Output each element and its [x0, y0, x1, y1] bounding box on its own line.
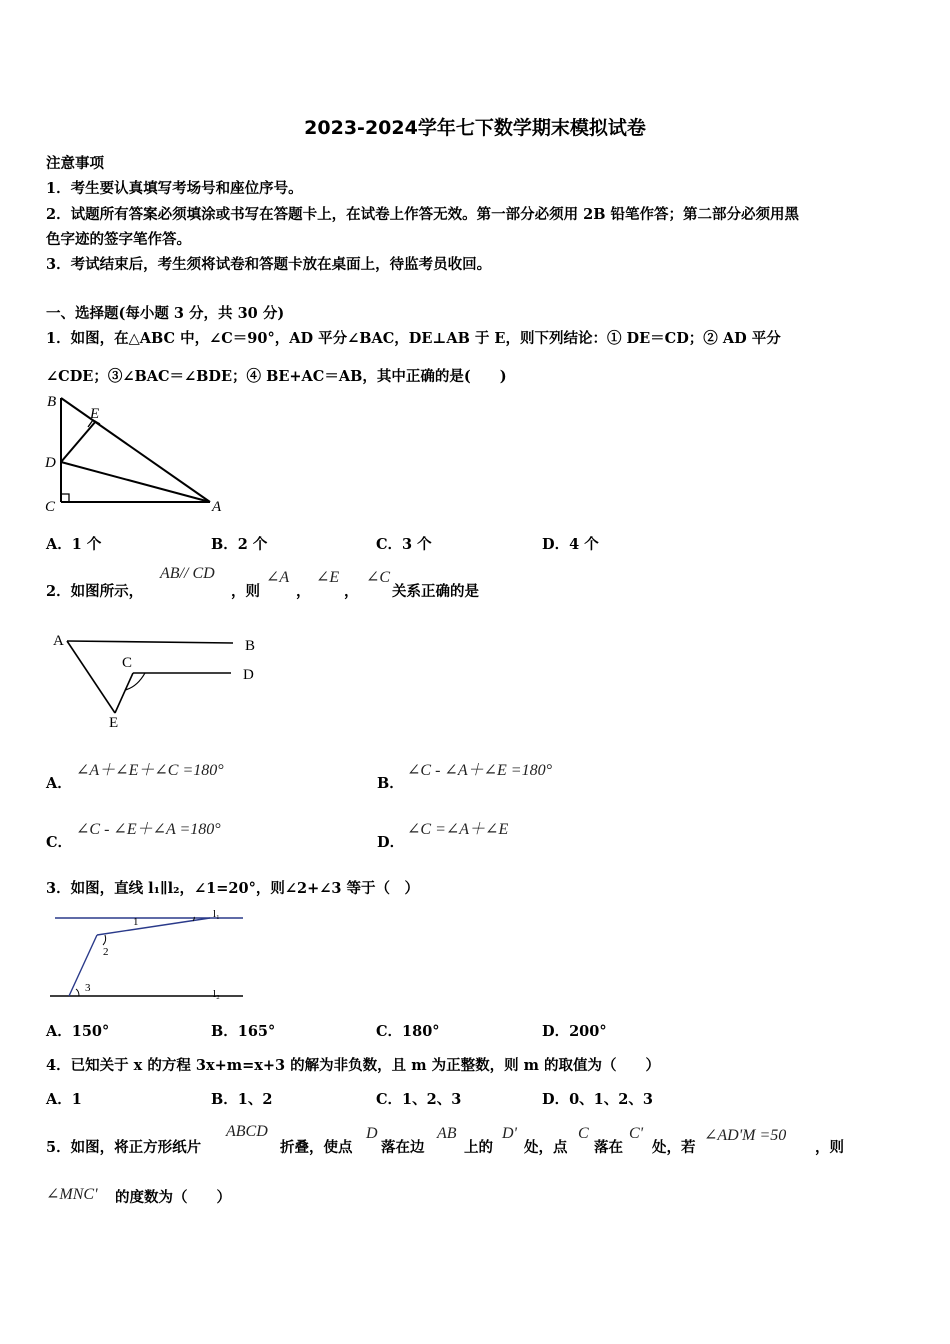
q2-stem-mid: ，则 — [231, 583, 260, 600]
q2-angle-e: ∠E — [316, 569, 340, 586]
q2-angle-c: ∠C — [366, 569, 391, 586]
q2-option-a-label[interactable]: A． — [46, 775, 72, 792]
q3-label-angle-2: 2 — [103, 946, 109, 958]
q1-label-e: E — [90, 406, 100, 422]
q5-math-c-prime: C' — [629, 1125, 644, 1142]
notice-line-2a: 2．试题所有答案必须填涂或书写在答题卡上，在试卷上作答无效。第一部分必须用 2B 铅笔作答；第二部分必须用黑 — [46, 206, 800, 223]
q5-math-angle-given: ∠AD'M =50 — [704, 1127, 787, 1144]
q2-sep-1: ， — [296, 583, 311, 600]
q2-option-c-label[interactable]: C． — [46, 834, 73, 851]
q5-text-7: 处，若 — [652, 1139, 696, 1156]
q3-label-l2: l₂ — [213, 988, 220, 1000]
q1-figure — [40, 388, 240, 518]
q3-figure — [45, 905, 245, 1005]
q5-text-8: ，则 — [815, 1139, 844, 1156]
q5-math-d: D — [366, 1125, 378, 1142]
q5-text-3: 落在边 — [381, 1139, 425, 1156]
q1-label-c: C — [45, 499, 56, 515]
q2-angle-a: ∠A — [266, 569, 290, 586]
q2-option-c[interactable]: ∠C - ∠E＋∠A =180° — [76, 821, 221, 838]
notice-line-3: 3．考试结束后，考生须将试卷和答题卡放在桌面上，待监考员收回。 — [46, 256, 492, 273]
q3-option-a[interactable]: A．150° — [46, 1023, 110, 1040]
q5-math-c: C — [578, 1125, 589, 1142]
q2-option-d-label[interactable]: D． — [377, 834, 405, 851]
q3-label-angle-1: 1 — [133, 916, 139, 928]
q4-option-a[interactable]: A．1 — [46, 1091, 82, 1108]
q5-text-9: 的度数为（ ） — [115, 1189, 231, 1206]
q1-label-d: D — [45, 455, 56, 471]
q2-label-e: E — [109, 715, 119, 731]
q2-option-a[interactable]: ∠A＋∠E＋∠C =180° — [76, 762, 224, 779]
q2-label-a: A — [53, 633, 64, 649]
q5-math-angle-asked: ∠MNC' — [46, 1186, 98, 1203]
notice-line-1: 1．考生要认真填写考场号和座位序号。 — [46, 180, 303, 197]
q2-condition: AB// CD — [160, 565, 215, 582]
q1-option-a[interactable]: A．1 个 — [46, 536, 102, 553]
q5-text-2: 折叠，使点 — [280, 1139, 353, 1156]
q4-option-c[interactable]: C．1、2、3 — [376, 1091, 462, 1108]
q4-option-d[interactable]: D．0、1、2、3 — [542, 1091, 653, 1108]
notice-heading: 注意事项 — [46, 155, 104, 172]
q2-option-b-label[interactable]: B． — [377, 775, 404, 792]
q5-text-4: 上的 — [464, 1139, 493, 1156]
q3-stem: 3．如图，直线 l₁∥l₂，∠1=20°，则∠2+∠3 等于（ ） — [46, 880, 420, 897]
q5-text-6: 落在 — [594, 1139, 623, 1156]
q1-label-a: A — [212, 499, 222, 515]
q1-stem-line2: ∠CDE；③∠BAC＝∠BDE；④ BE+AC＝AB，其中正确的是( ) — [46, 368, 507, 385]
q3-option-b[interactable]: B．165° — [211, 1023, 276, 1040]
q2-label-d: D — [243, 667, 254, 683]
q4-stem: 4．已知关于 x 的方程 3x+m=x+3 的解为非负数，且 m 为正整数，则 m 的取值为（ ） — [46, 1057, 661, 1074]
q3-label-l1: l₁ — [213, 908, 220, 920]
q4-option-b[interactable]: B．1、2 — [211, 1091, 273, 1108]
q5-math-d-prime: D' — [502, 1125, 517, 1142]
q2-label-b: B — [245, 638, 256, 654]
notice-line-2b: 色字迹的签字笔作答。 — [46, 231, 191, 248]
section-heading: 一、选择题(每小题 3 分，共 30 分) — [46, 305, 285, 322]
q5-text-1: 5．如图，将正方形纸片 — [46, 1139, 202, 1156]
q3-option-c[interactable]: C．180° — [376, 1023, 440, 1040]
q3-label-angle-3: 3 — [85, 982, 91, 994]
q1-option-c[interactable]: C．3 个 — [376, 536, 432, 553]
q1-stem-line1: 1．如图，在△ABC 中，∠C＝90°，AD 平分∠BAC，DE⊥AB 于 E，则下列结论：① DE＝CD；② AD 平分 — [46, 330, 781, 347]
q5-text-5: 处，点 — [524, 1139, 568, 1156]
q2-stem-prefix: 2．如图所示， — [46, 583, 144, 600]
q3-option-d[interactable]: D．200° — [542, 1023, 607, 1040]
page-title: 2023-2024学年七下数学期末模拟试卷 — [304, 117, 646, 139]
q2-stem-suffix: 关系正确的是 — [392, 583, 479, 600]
q2-sep-2: ， — [344, 583, 359, 600]
q5-math-abcd: ABCD — [226, 1123, 268, 1140]
q1-option-d[interactable]: D．4 个 — [542, 536, 599, 553]
q2-label-c: C — [122, 655, 133, 671]
q1-option-b[interactable]: B．2 个 — [211, 536, 268, 553]
q2-option-d[interactable]: ∠C =∠A＋∠E — [407, 821, 509, 838]
q1-label-b: B — [47, 394, 57, 410]
q2-figure — [45, 625, 275, 735]
q2-option-b[interactable]: ∠C - ∠A＋∠E =180° — [407, 762, 552, 779]
q5-math-ab: AB — [437, 1125, 457, 1142]
